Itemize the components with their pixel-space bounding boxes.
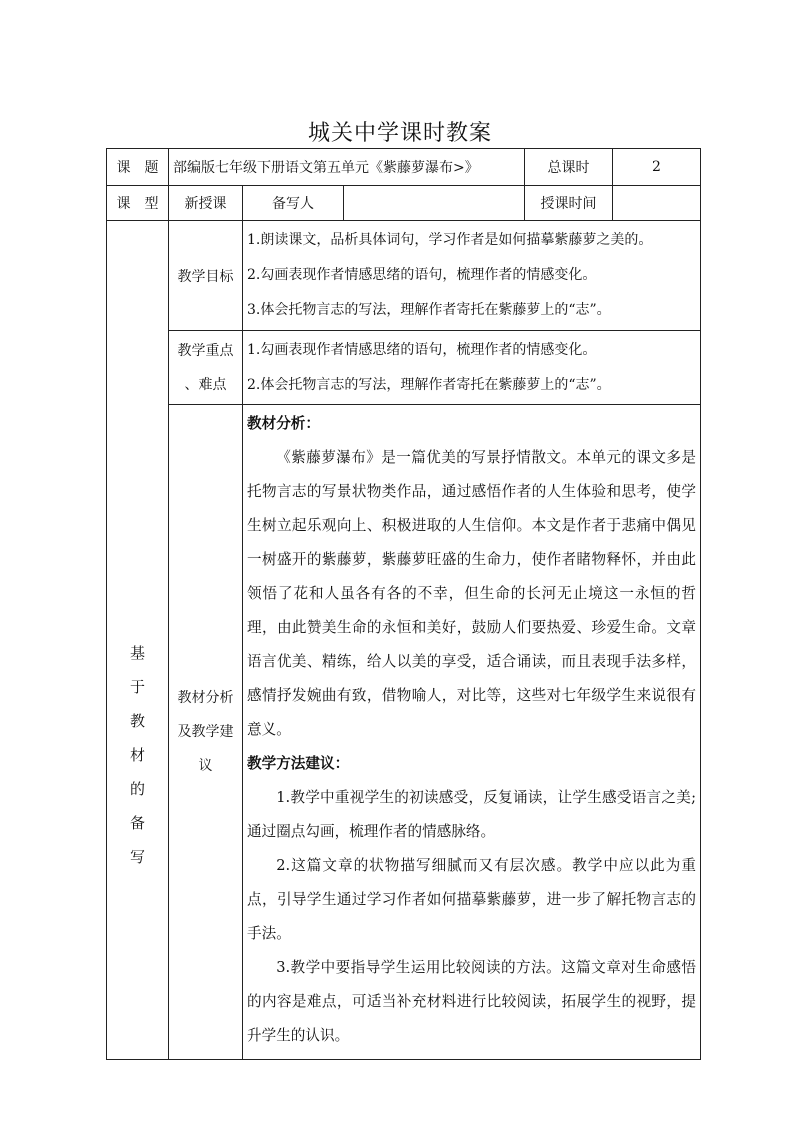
teach-time-value [613, 186, 701, 221]
analysis-heading: 教材分析： [247, 415, 320, 432]
side-label-char: 的 [129, 780, 145, 798]
key-item: 2.体会托物言志的写法，理解作者寄托在紫藤萝上的“志”。 [247, 376, 611, 393]
goals-label: 教学目标 [169, 221, 243, 331]
table-row-type [107, 186, 701, 221]
topic-label: 课 题 [107, 149, 169, 186]
side-label-char: 教 [129, 712, 145, 730]
side-label-char: 于 [129, 678, 145, 696]
page-title: 城关中学课时教案 [307, 121, 492, 146]
goal-item: 3.体会托物言志的写法，理解作者寄托在紫藤萝上的“志”。 [247, 302, 611, 318]
total-hours-label: 总课时 [525, 149, 613, 186]
key-item: 1.勾画表现作者情感思绪的语句，梳理作者的情感变化。 [247, 341, 597, 358]
type-value: 新授课 [169, 186, 243, 221]
analysis-label-line: 教材分析 [177, 690, 234, 706]
side-label-char: 材 [129, 746, 145, 764]
method-heading: 教学方法建议： [247, 755, 350, 772]
side-label-char: 基 [129, 644, 145, 662]
table-row-analysis [107, 405, 701, 1060]
preparer-value [344, 186, 525, 221]
table-row-topic [107, 149, 701, 186]
analysis-content [243, 405, 701, 1060]
side-label-char: 写 [129, 848, 145, 866]
type-label: 课 型 [107, 186, 169, 221]
lesson-plan-table [106, 148, 701, 1060]
teach-time-label: 授课时间 [525, 186, 613, 221]
method-item: 1.教学中重视学生的初读感受，反复诵读，让学生感受语言之美;通过圈点勾画，梳理作者的情感脉络。 [247, 789, 696, 840]
table-row-key-points [107, 331, 701, 405]
preparer-label: 备写人 [243, 186, 344, 221]
goal-item: 2.勾画表现作者情感思绪的语句，梳理作者的情感变化。 [247, 267, 597, 283]
analysis-label-line: 及教学建 [177, 724, 234, 740]
total-hours-value: 2 [613, 149, 701, 186]
analysis-label-line: 议 [198, 758, 213, 774]
analysis-label [169, 405, 243, 1060]
key-label-line: 、难点 [184, 376, 227, 393]
table-row-goals [107, 221, 701, 331]
method-item: 3.教学中要指导学生运用比较阅读的方法。这篇文章对生命感悟的内容是难点，可适当补充材料进行比较阅读，拓展学生的视野，提升学生的认识。 [247, 959, 696, 1044]
goals-list [243, 221, 701, 331]
method-item: 2.这篇文章的状物描写细腻而又有层次感。教学中应以此为重点，引导学生通过学习作者如何描摹紫藤萝，进一步了解托物言志的手法。 [247, 857, 696, 942]
key-label-line: 教学重点 [177, 342, 234, 359]
analysis-paragraph: 《紫藤萝瀑布》是一篇优美的写景抒情散文。本单元的课文多是托物言志的写景状物类作品，通过感悟作者的人生体验和思考，使学生树立起乐观向上、积极进取的人生信仰。本文是作者于悲痛中偶见一树盛开的紫藤萝，紫藤萝旺盛的生命力，使作者睹物释怀，并由此领悟了花和人虽各有各的不幸，但生命的长河无止境这一永恒的哲理，由此赞美生命的永恒和美好，鼓励人们要热爱、珍爱生命。文章语言优美、精练，给人以美的享受，适合诵读，而且表现手法多样，感情抒发婉曲有致，借物喻人，对比等，这些对七年级学生来说很有意义。 [247, 449, 696, 738]
goal-item: 1.朗读课文，品析具体词句，学习作者是如何描摹紫藤萝之美的。 [247, 232, 653, 248]
side-label [107, 221, 169, 1060]
topic-value: 部编版七年级下册语文第五单元《紫藤萝瀑布>》 [169, 149, 525, 186]
side-label-char: 备 [129, 814, 145, 832]
key-points-label [169, 331, 243, 405]
key-points-list [243, 331, 701, 405]
